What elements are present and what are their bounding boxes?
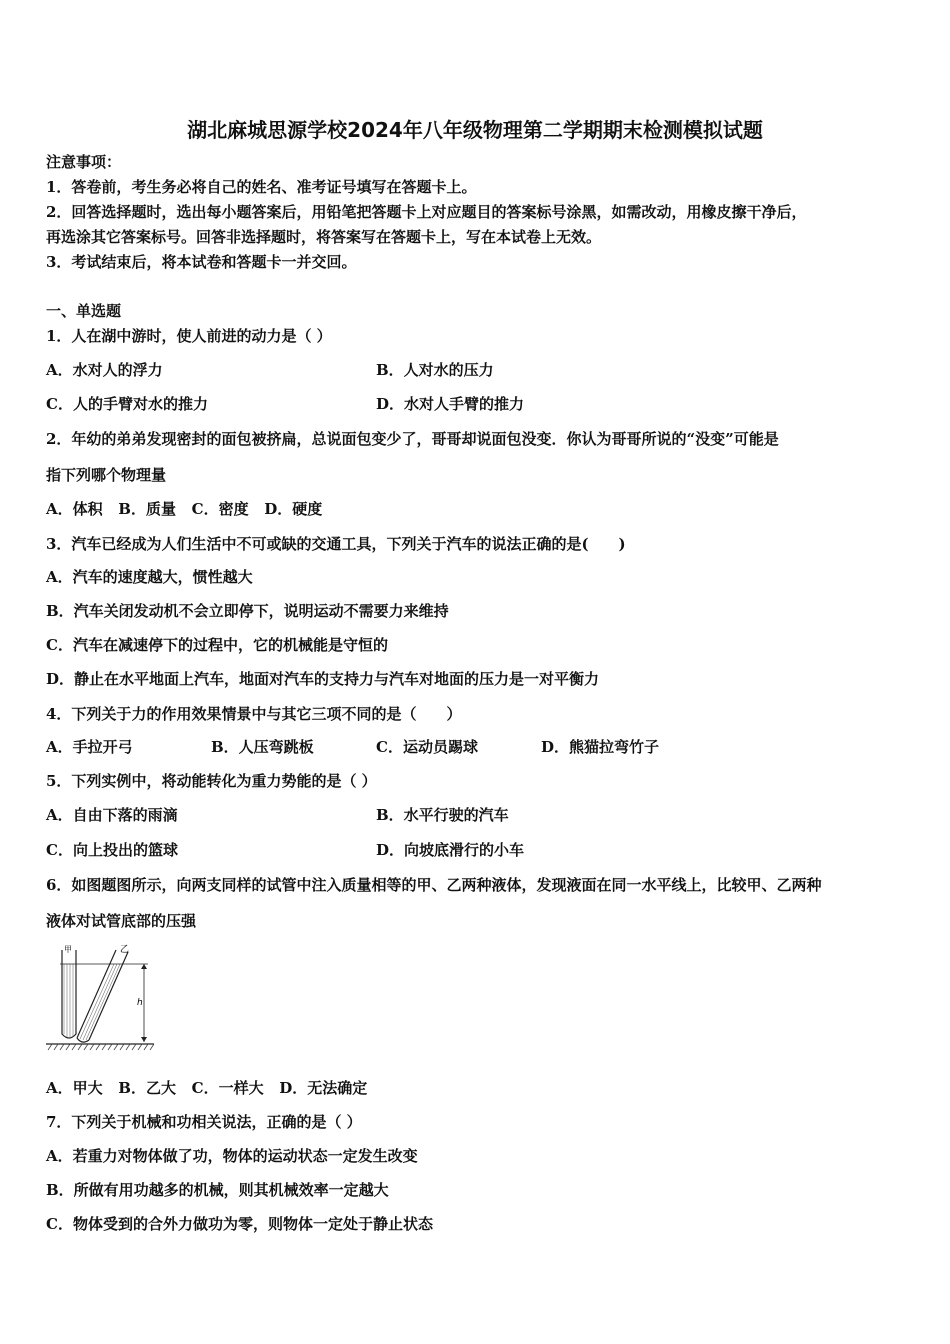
notice-heading: 注意事项： [46, 153, 122, 171]
q7-option-a: A．若重力对物体做了功，物体的运动状态一定发生改变 [46, 1147, 418, 1165]
notice-item: 1．答卷前，考生务必将自己的姓名、准考证号填写在答题卡上。 [46, 178, 477, 196]
q5-option-d: D．向坡底滑行的小车 [376, 841, 525, 859]
label-jia: 甲 [64, 945, 72, 954]
q5-option-a: A．自由下落的雨滴 [46, 806, 178, 824]
label-yi: 乙 [120, 945, 130, 955]
q6-stem-line1: 6．如图题图所示，向两支同样的试管中注入质量相等的甲、乙两种液体，发现液面在同一水平线上，比较甲、乙两种 [46, 876, 822, 894]
q2-options: A．体积 B．质量 C．密度 D．硬度 [46, 500, 323, 518]
q3-option-a: A．汽车的速度越大，惯性越大 [46, 568, 253, 586]
notice-item: 2．回答选择题时，选出每小题答案后，用铅笔把答题卡上对应题目的答案标号涂黑，如需改动，用橡皮擦干净后， [46, 203, 807, 221]
notice-item: 3．考试结束后，将本试卷和答题卡一并交回。 [46, 253, 357, 271]
q5-option-b: B．水平行驶的汽车 [376, 806, 509, 824]
q5-option-c: C．向上投出的篮球 [46, 841, 178, 859]
q7-option-b: B．所做有用功越多的机械，则其机械效率一定越大 [46, 1181, 389, 1199]
label-h: h [137, 998, 143, 1008]
q4-option-d: D．熊猫拉弯竹子 [541, 738, 660, 756]
q1-option-c: C．人的手臂对水的推力 [46, 395, 208, 413]
q3-option-c: C．汽车在减速停下的过程中，它的机械能是守恒的 [46, 636, 388, 654]
q1-option-b: B．人对水的压力 [376, 361, 494, 379]
q4-stem: 4．下列关于力的作用效果情景中与其它三项不同的是（ ） [46, 705, 462, 723]
q3-stem: 3．汽车已经成为人们生活中不可或缺的交通工具，下列关于汽车的说法正确的是( ) [46, 535, 626, 553]
q7-stem: 7．下列关于机械和功相关说法，正确的是（ ） [46, 1113, 362, 1131]
q6-stem-line2: 液体对试管底部的压强 [46, 912, 197, 930]
q4-option-c: C．运动员踢球 [376, 738, 478, 756]
q1-stem: 1．人在湖中游时，使人前进的动力是（ ） [46, 327, 332, 345]
q1-option-d: D．水对人手臂的推力 [376, 395, 525, 413]
q1-option-a: A．水对人的浮力 [46, 361, 163, 379]
q5-stem: 5．下列实例中，将动能转化为重力势能的是（ ） [46, 772, 377, 790]
section-heading: 一、单选题 [46, 302, 122, 320]
q4-option-b: B．人压弯跳板 [211, 738, 314, 756]
q7-option-c: C．物体受到的合外力做功为零，则物体一定处于静止状态 [46, 1215, 433, 1233]
q3-option-b: B．汽车关闭发动机不会立即停下，说明运动不需要力来维持 [46, 602, 449, 620]
page-title: 湖北麻城思源学校2024年八年级物理第二学期期末检测模拟试题 [187, 118, 763, 142]
q3-option-d: D．静止在水平地面上汽车，地面对汽车的支持力与汽车对地面的压力是一对平衡力 [46, 670, 600, 688]
test-tube-figure [44, 942, 156, 1052]
q2-stem-line1: 2．年幼的弟弟发现密封的面包被挤扁，总说面包变少了，哥哥却说面包没变．你认为哥哥所说的“没变”可能是 [46, 430, 779, 448]
q2-stem-line2: 指下列哪个物理量 [46, 466, 167, 484]
q6-options: A．甲大 B．乙大 C．一样大 D．无法确定 [46, 1079, 368, 1097]
q4-option-a: A．手拉开弓 [46, 738, 133, 756]
notice-item: 再选涂其它答案标号。回答非选择题时，将答案写在答题卡上，写在本试卷上无效。 [46, 228, 602, 246]
